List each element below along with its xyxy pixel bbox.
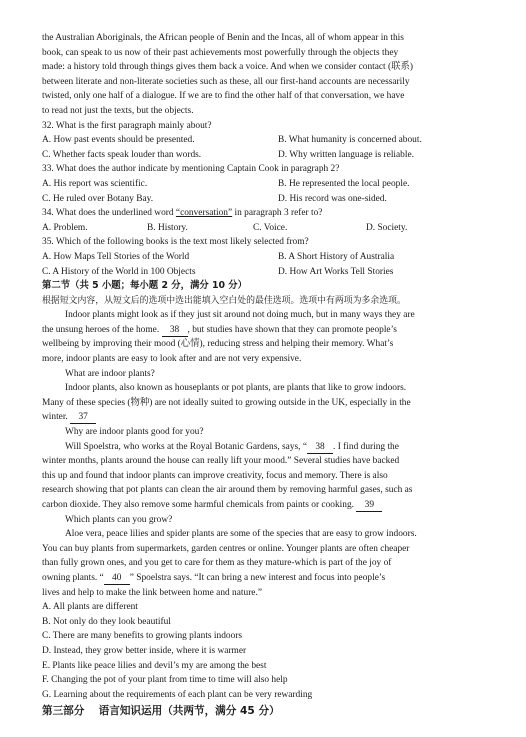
text-span: winter.	[42, 412, 71, 423]
text-span: ” Spoelstra says. “It can bring a new interest and focus into people’s	[129, 572, 386, 583]
option-b[interactable]: B. He represented the local people.	[278, 178, 410, 189]
option-d[interactable]: D. Why written language is reliable.	[278, 149, 414, 160]
option-a[interactable]: A. Problem.	[42, 222, 88, 233]
paragraph-line	[42, 323, 488, 338]
question-35	[42, 235, 488, 279]
stem-text: 34. What does the underlined word	[42, 208, 176, 219]
option-d[interactable]: D. Instead, they grow better inside, where it is warmer	[42, 645, 247, 656]
answer-options	[42, 600, 488, 702]
section-instruction: 根据短文内容，从短文后的选项中选出能填入空白处的最佳选项。选项中有两项为多余选项。	[42, 295, 406, 306]
blank-38[interactable]: 38	[307, 442, 333, 454]
question-stem: 32. What is the first paragraph mainly about?	[42, 120, 212, 131]
passage-line: book, can speak to us now of their past achievements most powerfully through the objects they	[42, 47, 399, 58]
blank-40[interactable]: 40	[104, 573, 130, 585]
paragraph-line	[42, 440, 488, 455]
option-b[interactable]: B. History.	[147, 222, 188, 233]
passage-line: to read not just the texts, but the objects.	[42, 105, 194, 116]
option-d[interactable]: D. How Art Works Tell Stories	[278, 266, 394, 277]
text-span: the unsung heroes of the home.	[42, 324, 162, 335]
option-a[interactable]: A. How Maps Tell Stories of the World	[42, 251, 190, 262]
paragraph-line: this up and found that indoor plants can improve creativity, focus and memory. There is also	[42, 470, 388, 481]
paragraph-line	[42, 571, 488, 586]
text-span: carbon dioxide. They also remove some harmful chemicals from paints or cooking.	[42, 500, 357, 510]
option-a[interactable]: A. His report was scientific.	[42, 178, 148, 189]
option-c[interactable]: C. Whether facts speak louder than words.	[42, 149, 202, 160]
question-stem	[42, 206, 488, 221]
option-e[interactable]: E. Plants like peace lilies and devil’s my are among the best	[42, 660, 267, 671]
paragraph-line: Indoor plants, also known as houseplants or pot plants, are plants that like to grow indoors.	[65, 383, 407, 394]
underlined-word: “conversation”	[175, 208, 233, 219]
option-d[interactable]: D. His record was one-sided.	[278, 193, 387, 204]
passage-line: twisted, only one half of a dialogue. If we are to find the other half of that conversation, we have	[42, 91, 405, 102]
option-c[interactable]: C. Voice.	[253, 222, 288, 233]
paragraph-line	[42, 498, 488, 513]
option-c[interactable]: C. A History of the World in 100 Objects	[42, 266, 196, 277]
question-33	[42, 162, 488, 206]
question-stem: 33. What does the author indicate by mentioning Captain Cook in paragraph 2?	[42, 164, 340, 175]
subheading: Which plants can you grow?	[65, 514, 173, 525]
question-34	[42, 206, 488, 235]
stem-text: in paragraph 3 refer to?	[232, 208, 323, 219]
paragraph-line: Many of these species (物种) are not ideally suited to growing outside in the UK, especially in the	[42, 397, 411, 408]
option-c[interactable]: C. There are many benefits to growing plants indoors	[42, 631, 243, 642]
blank-39[interactable]: 39	[356, 500, 382, 512]
subheading: What are indoor plants?	[65, 368, 155, 379]
question-stem: 35. Which of the following books is the text most likely selected from?	[42, 237, 309, 248]
paragraph-line: than fully grown ones, and you get to care for them as they mature-which is part of the joy of	[42, 558, 392, 569]
option-f[interactable]: F. Changing the pot of your plant from time to time will also help	[42, 675, 288, 686]
exam-page	[42, 31, 488, 719]
text-span: Will Spoelstra, who works at the Royal Botanic Gardens, says, “	[65, 441, 308, 452]
paragraph-line: You can buy plants from supermarkets, garden centres or online. Younger plants are often cheaper	[42, 543, 410, 554]
subheading: Why are indoor plants good for you?	[65, 427, 204, 438]
paragraph-line: winter months, plants around the house can really lift your mood.” Several studies have backed	[42, 456, 400, 467]
part3-heading: 第三部分 语言知识运用（共两节，满分 45 分）	[42, 705, 280, 718]
passage-line: made: a history told through things gives them back a voice. And when we consider contact (联系)	[42, 62, 414, 73]
passage-line: between literate and non-literate societies such as these, all our first-hand accounts are necessarily	[42, 76, 410, 87]
paragraph-line: Indoor plants might look as if they just sit around not doing much, but in many ways they are	[65, 310, 415, 321]
question-32	[42, 119, 488, 163]
passage-end	[42, 31, 488, 119]
section-heading: 第二节（共 5 小题；每小题 2 分，满分 10 分）	[42, 280, 248, 292]
option-a[interactable]: A. How past events should be presented.	[42, 135, 195, 146]
blank-37[interactable]: 37	[70, 412, 96, 424]
option-b[interactable]: B. A Short History of Australia	[278, 251, 395, 262]
option-d[interactable]: D. Society.	[366, 222, 408, 233]
passage-line: the Australian Aboriginals, the African people of Benin and the Incas, all of whom appear in this	[42, 33, 404, 43]
paragraph-line: wellbeing by improving their mood (心情), reducing stress and helping their memory. What’s	[42, 339, 394, 350]
paragraph-line: lives and help to make the link between home and nature.”	[42, 587, 262, 598]
text-span: owning plants. “	[42, 572, 104, 583]
text-span: , but studies have shown that they can promote people’s	[187, 324, 397, 335]
paragraph-line: more, indoor plants are easy to look after and are not very expensive.	[42, 354, 302, 365]
option-g[interactable]: G. Learning about the requirements of each plant can be very rewarding	[42, 689, 313, 700]
text-span: . I find during the	[333, 441, 399, 452]
paragraph-line: research showing that pot plants can clean the air around them by removing harmful gases, such as	[42, 485, 413, 496]
blank-36[interactable]: 38	[162, 325, 188, 337]
option-a[interactable]: A. All plants are different	[42, 602, 138, 613]
option-b[interactable]: B. Not only do they look beautiful	[42, 616, 171, 627]
option-c[interactable]: C. He ruled over Botany Bay.	[42, 193, 154, 204]
option-b[interactable]: B. What humanity is concerned about.	[278, 135, 422, 146]
paragraph-line: Aloe vera, peace lilies and spider plants are some of the species that are easy to grow indoors.	[65, 529, 417, 540]
paragraph-line	[42, 410, 488, 425]
